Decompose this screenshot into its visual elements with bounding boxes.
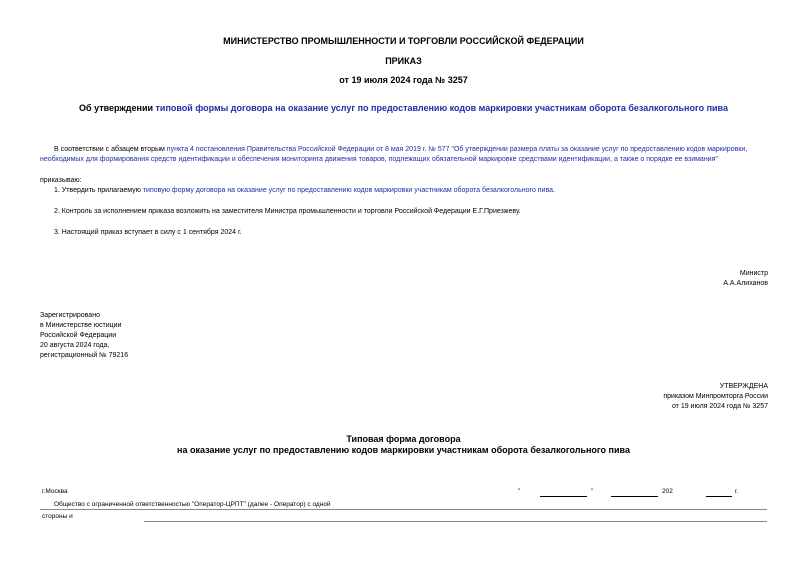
approval-block xyxy=(663,382,768,412)
doc-date-number: от 19 июля 2024 года № 3257 xyxy=(339,75,468,85)
month-blank xyxy=(611,496,658,497)
approval-line-3: от 19 июля 2024 года № 3257 xyxy=(671,403,768,410)
divider-line-2 xyxy=(144,521,767,522)
registration-line-1: Зарегистрировано xyxy=(40,312,100,319)
item-1-link[interactable]: типовую форму договора на оказание услуг по предоставлению кодов маркировки участникам оборота безалкогольного пива xyxy=(142,187,554,194)
city-label: г.Москва xyxy=(42,488,68,495)
approval-line-2: приказом Минпромторга России xyxy=(663,393,768,400)
signature-name: А.А.Алиханов xyxy=(723,280,768,287)
registration-line-3: Российской Федерации xyxy=(40,332,117,339)
item-1 xyxy=(54,186,774,196)
item-1-prefix: 1. Утвердить прилагаемую xyxy=(54,187,143,194)
form-subtitle: на оказание услуг по предоставлению кодов маркировки участникам оборота безалкогольного пива xyxy=(177,445,630,455)
registration-block xyxy=(40,311,128,361)
form-title: Типовая форма договора xyxy=(346,434,461,444)
year-prefix: 202 xyxy=(662,488,673,495)
title-prefix: Об утверждении xyxy=(79,103,156,113)
preamble-paragraph xyxy=(40,145,770,165)
preamble-link[interactable]: пункта 4 постановления Правительства Российской Федерации от 8 мая 2019 г. № 577 "Об утверждении размера платы за оказание услуг по предоставлению кодов маркировки, необходимых для формирования средств идентификации и обеспечения мониторинга движения товаров, подлежащих обязательной маркировке средствами идентификации, а также о порядке ее взимания" xyxy=(40,146,748,163)
registration-line-4: 20 августа 2024 года, xyxy=(40,342,110,349)
title-link[interactable]: типовой формы договора на оказание услуг по предоставлению кодов маркировки участникам оборота безалкогольного пива xyxy=(155,103,728,113)
party-line: Общество с ограниченной ответственностью "Оператор-ЦРПТ" (далее - Оператор) с одной xyxy=(54,501,331,508)
order-word: приказываю: xyxy=(40,177,82,184)
registration-line-5: регистрационный № 79216 xyxy=(40,352,129,359)
year-suffix: г. xyxy=(735,488,739,495)
quote-close: " xyxy=(591,488,594,495)
divider-line-1 xyxy=(40,509,767,510)
registration-line-2: в Министерстве юстиции xyxy=(40,322,122,329)
signature-position: Министр xyxy=(739,270,768,277)
year-blank xyxy=(706,496,732,497)
day-blank xyxy=(540,496,587,497)
item-2: 2. Контроль за исполнением приказа возложить на заместителя Министра промышленности и торговли Российской Федерации Е.Г.Приезжеву. xyxy=(54,208,521,215)
quote-open: " xyxy=(518,488,521,495)
approval-line-1: УТВЕРЖДЕНА xyxy=(719,383,768,390)
preamble-prefix: В соответствии с абзацем вторым xyxy=(54,146,167,153)
document-title xyxy=(0,103,807,113)
doc-type-heading: ПРИКАЗ xyxy=(385,56,422,66)
ministry-heading: МИНИСТЕРСТВО ПРОМЫШЛЕННОСТИ И ТОРГОВЛИ РОССИЙСКОЙ ФЕДЕРАЦИИ xyxy=(223,36,584,46)
party-line-2: стороны и xyxy=(42,513,73,520)
item-3: 3. Настоящий приказ вступает в силу с 1 сентября 2024 г. xyxy=(54,229,242,236)
item-1-suffix: . xyxy=(553,187,555,194)
